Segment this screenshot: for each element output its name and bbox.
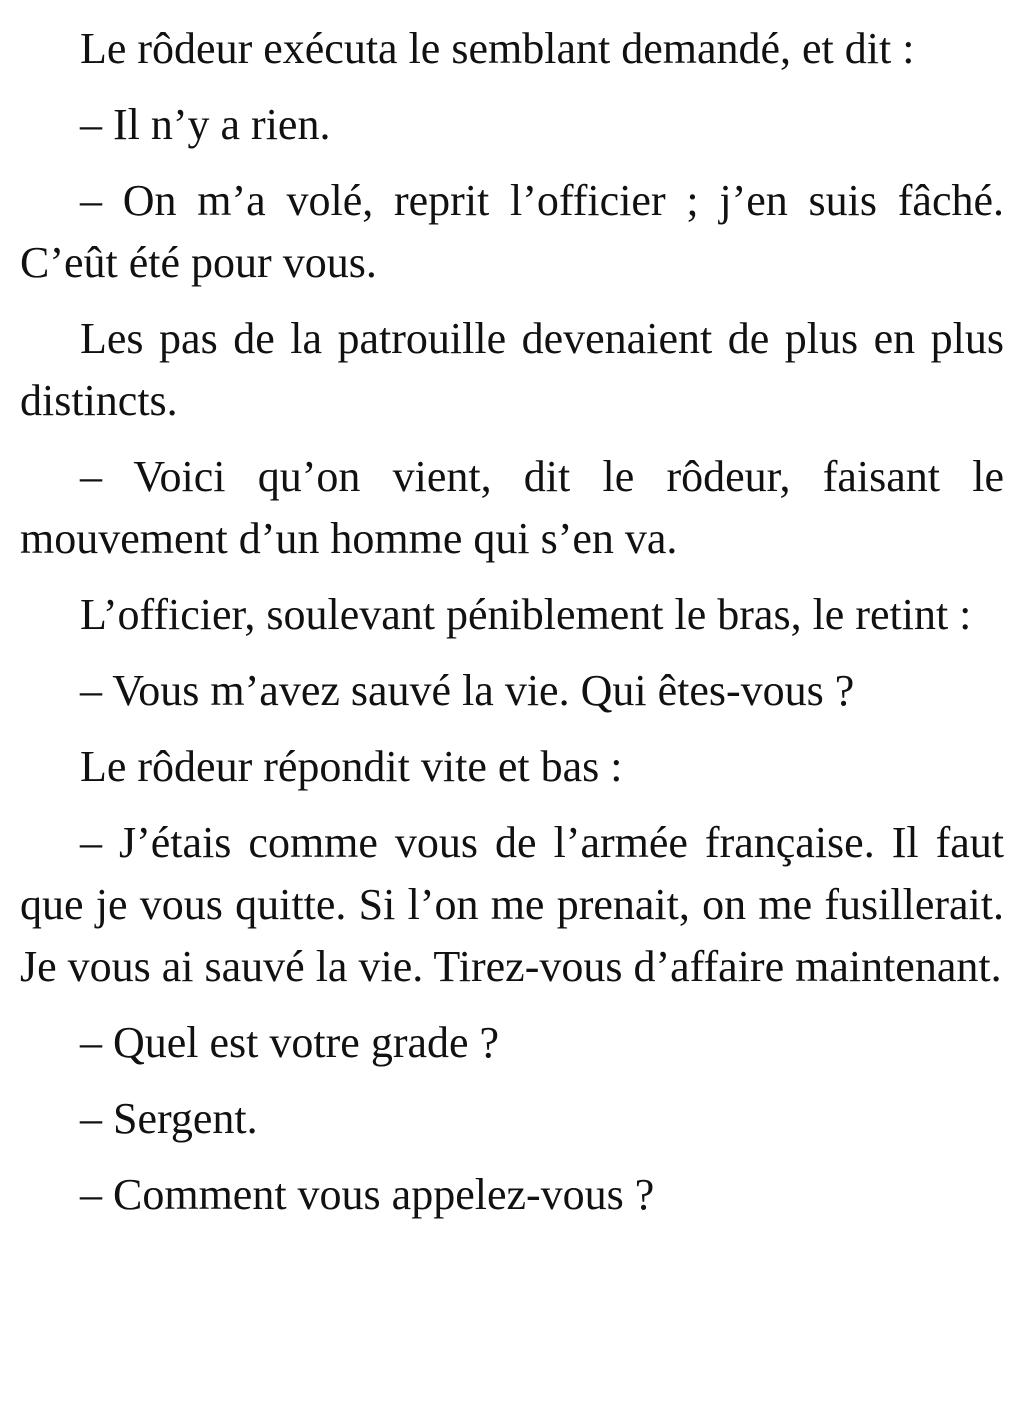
paragraph-1: Le rôdeur exécuta le semblant demandé, et dit : [80,24,915,73]
paragraph-3: – On m’a volé, reprit l’officier ; j’en suis fâché. C’eût été pour vous. [20,176,1004,287]
paragraph-12: – Comment vous appelez-vous ? [80,1170,655,1219]
paragraph-8: Le rôdeur répondit vite et bas : [80,742,623,791]
book-page [20,18,1004,1240]
paragraph-4: Les pas de la patrouille devenaient de plus en plus distincts. [20,314,1004,425]
paragraph-9: – J’étais comme vous de l’armée française. Il faut que je vous quitte. Si l’on me prenait, on me fusillerait. Je vous ai sauvé la vie. Tirez-vous d’affaire maintenant. [20,818,1004,991]
paragraph-7: – Vous m’avez sauvé la vie. Qui êtes-vous ? [80,666,855,715]
paragraph-2: – Il n’y a rien. [80,100,331,149]
paragraph-10: – Quel est votre grade ? [80,1018,500,1067]
paragraph-6: L’officier, soulevant péniblement le bras, le retint : [80,590,972,639]
paragraph-11: – Sergent. [80,1094,258,1143]
paragraph-5: – Voici qu’on vient, dit le rôdeur, faisant le mouvement d’un homme qui s’en va. [20,452,1004,563]
